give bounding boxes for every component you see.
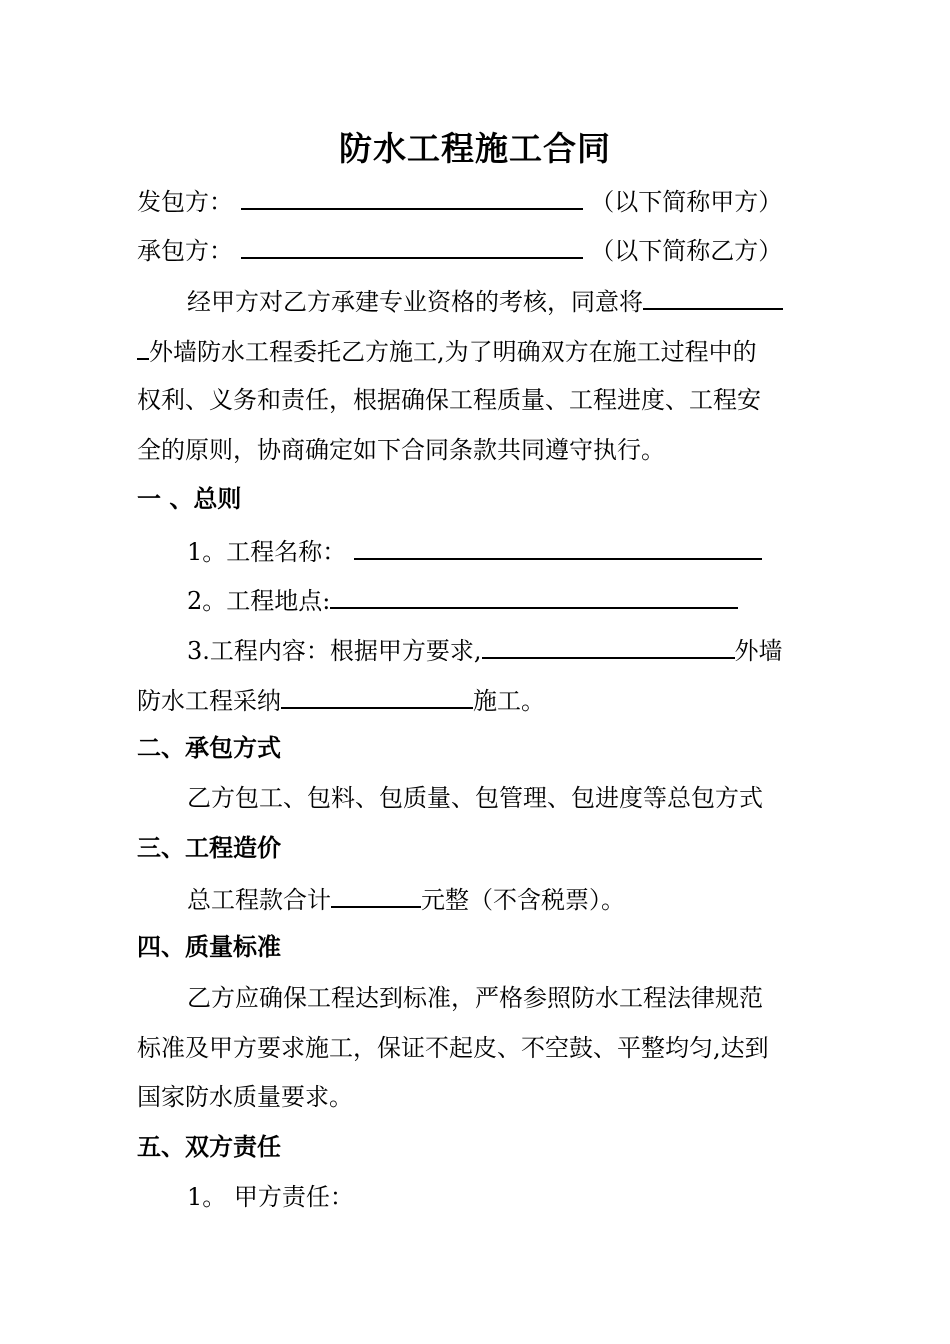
- party-b-label: 承包方：: [137, 237, 233, 265]
- cost-amount-blank: [331, 882, 421, 908]
- intro-line-4: 全的原则，协商确定如下合同条款共同遵守执行。: [137, 436, 665, 464]
- item-project-location: [187, 583, 738, 617]
- project-content-blank: [482, 633, 735, 659]
- cost-text-after: 元整（不含税票）。: [421, 886, 625, 914]
- party-a-blank: [241, 184, 583, 210]
- party-b-line: [137, 233, 782, 267]
- quality-line-1: 乙方应确保工程达到标准，严格参照防水工程法律规范: [187, 984, 763, 1012]
- section-heading-contract-mode: 二、承包方式: [137, 734, 281, 762]
- project-content-line2-after: 施工。: [473, 687, 545, 715]
- quality-line-3: 国家防水质量要求。: [137, 1083, 353, 1111]
- project-content-after: 外墙: [734, 637, 783, 665]
- intro-text-1: 经甲方对乙方承建专业资格的考核，同意将: [187, 288, 643, 316]
- section-heading-responsibilities: 五、双方责任: [137, 1133, 281, 1161]
- document-title: 防水工程施工合同: [339, 129, 611, 168]
- party-b-suffix: （以下简称乙方）: [590, 237, 783, 265]
- party-a-line: [137, 184, 782, 218]
- project-location-blank: [330, 583, 738, 609]
- project-content-label: 3.工程内容：根据甲方要求,: [187, 637, 482, 665]
- intro-line-1: [187, 284, 783, 318]
- intro-line-2: [137, 334, 757, 368]
- item-project-content: [187, 633, 783, 667]
- party-a-responsibility-item: 1。 甲方责任：: [187, 1183, 354, 1211]
- item-project-content-cont: [137, 683, 545, 717]
- contract-mode-text: 乙方包工、包料、包质量、包管理、包进度等总包方式: [187, 784, 763, 812]
- party-a-label: 发包方：: [137, 188, 233, 216]
- construction-method-blank: [281, 683, 473, 709]
- project-name-blank-cont: [137, 334, 149, 360]
- project-name-blank: [643, 284, 783, 310]
- section-heading-cost: 三、工程造价: [137, 834, 281, 862]
- section-heading-general: 一 、总则: [137, 485, 242, 513]
- item-project-name: [187, 534, 762, 568]
- project-location-label: 2。工程地点:: [187, 587, 331, 615]
- party-a-suffix: （以下简称甲方）: [590, 188, 783, 216]
- cost-text-before: 总工程款合计: [187, 886, 331, 914]
- cost-line: [187, 882, 625, 916]
- project-name-label: 1。工程名称：: [187, 538, 347, 566]
- project-name-field-blank: [354, 534, 762, 560]
- section-heading-quality: 四、质量标准: [137, 933, 281, 961]
- quality-line-2: 标准及甲方要求施工，保证不起皮、不空鼓、平整均匀,达到: [137, 1034, 769, 1062]
- party-b-blank: [241, 233, 583, 259]
- project-content-line2-before: 防水工程采纳: [137, 687, 281, 715]
- intro-line-3: 权利、义务和责任，根据确保工程质量、工程进度、工程安: [137, 386, 761, 414]
- intro-text-2: 外墙防水工程委托乙方施工,为了明确双方在施工过程中的: [149, 338, 757, 366]
